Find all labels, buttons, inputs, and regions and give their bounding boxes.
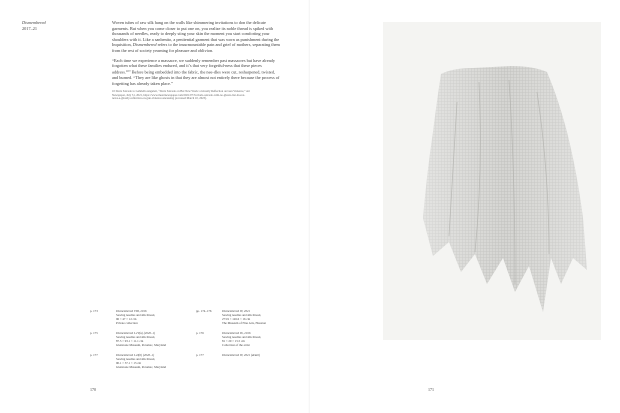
footnote-reference: 10 [125,69,129,73]
page-number-right: 171 [428,387,434,392]
page-number-left: 170 [90,387,96,392]
caption-page-ref: pp. 174–176 [196,309,212,313]
footnote: 10 Doris Salcedo to Gabriella Angeleti, “Doris Salcedo on Her New Work: a Ghostly Reflection on Gun Violence,” Art Newspaper, July 31, 2021, https://www.theartnewspaper.com/2021/07/31/doris-salcedo-with-no-ghosts-but-its-not-news-a-ghostly-reflection-on-gun-violence-unceasing (accessed March 10, 2023). [112,89,250,101]
essay-paragraph-2: “Each time we experience a massacre, we suddenly remember past massacres but have already forgotten what these families endured, and it’s that very forgetful-ness that these pieces address.$^{10}$” Before being embedded into the fabric, the nee-dles were cut, resharpened, twisted, and burned. “They are like ghosts in that they are almost not entirely there because the process of forgetting has already taken place.” [112,57,280,86]
caption-title: Dismembered IX, 2016 [222,331,251,335]
caption-page-ref: p. 175 [90,331,98,335]
caption-title: Dismembered IV, 2021 (detail) [222,353,260,357]
essay-paragraph-1: Woven tubes of raw silk hang on the walls like shimmering invitations to don the delicate garments. But when you come closer to put one on, you realize its noble thread is spiked with thousands of needles, ready to deeply sting your skin the moment you start comforting your shoulders with it. Like a sanbenito, a penitential garment that was worn as punishment during the Inquisition, Dismembered refers to the insurmountable pain and grief of mothers, separating them from the rest of society yearning for pleasure and oblivion. [112,20,280,53]
caption-title: Dismembered I–II(b) (2020–1) [116,353,155,357]
left-page: Dismembered 2017–21 Woven tubes of raw silk hang on the walls like shimmering invitations to don the delicate garments. But when you come closer to put one on, you realize its noble thread is spiked with thousands of needles, ready to deeply sting your skin the moment you start comforting your shoulders with it. Like a sanbenito, a penitential garment that was worn as punishment during the Inquisition, Dismembered refers to the insurmountable pain and grief of mothers, separating them from the rest of society yearning for pleasure and oblivion. “Each time we experience a massacre, we suddenly remember past massacres but have already forgotten what these families endured, and it’s that very forgetful-ness that these pieces address.$^{10}$” Before being embedded into the fabric, the nee-dles were cut, resharpened, twisted, and burned. “They are like ghosts in that they are almost not entirely there because the process of forgetting has already taken place.” 10 Doris Salcedo to Gabriella Angeleti, “Doris Salcedo on Her New Work: a Ghostly Reflection on Gun Violence,” Art Newspaper, July 31, 2021, https://www.theartnewspaper.com/2021/07/31/doris-salcedo-with-no-ghosts-but-its-not-news-a-ghostly-reflection-on-gun-violence-unceasing (accessed March 10, 2023). p. 173 Dismembered VIII, 2016 Sewing needles and silk thread, 96 × 47 × 12 cm Private collection pp. 174–176 Dismembered IV, 2021 Sewing needles and silk thread, 273.9 × 126.6 × 16 cm The Museum of Fine Arts, Houston p. 175 Dismembered I–IV(a) (2020–1) Sewing needles and silk thread, 87.5 × 93.1 × 11.1 cm Glenstone Museum, Potomac, Maryland p. 176 Dismembered IX, 2016 Sewing needles and silk thread, 81 × 29 × 15.5 cm Collection of the artist p. 177 Dismembered I–II(b) (2020–1) Sewing needles and silk thread, 90.1 × 37.1 × 15 cm Glenstone Museum, Potomac, Maryland p. 177 Dismembered IV, 2021 (detail) 170 [0,0,310,413]
essay-text [112,20,280,101]
work-title: Dismembered [22,20,46,25]
caption-page-ref: p. 176 [196,331,204,335]
artwork-photograph [383,22,601,340]
work-title-block [22,20,46,31]
caption-title: Dismembered VIII, 2016 [116,309,147,313]
caption-page-ref: p. 177 [90,353,98,357]
caption-title: Dismembered IV, 2021 [222,309,251,313]
work-years: 2017–21 [22,25,38,31]
caption-title: Dismembered I–IV(a) (2020–1) [116,331,156,335]
needle-garment-image [383,22,601,340]
caption-page-ref: p. 173 [90,309,98,313]
caption-page-ref: p. 177 [196,353,204,357]
